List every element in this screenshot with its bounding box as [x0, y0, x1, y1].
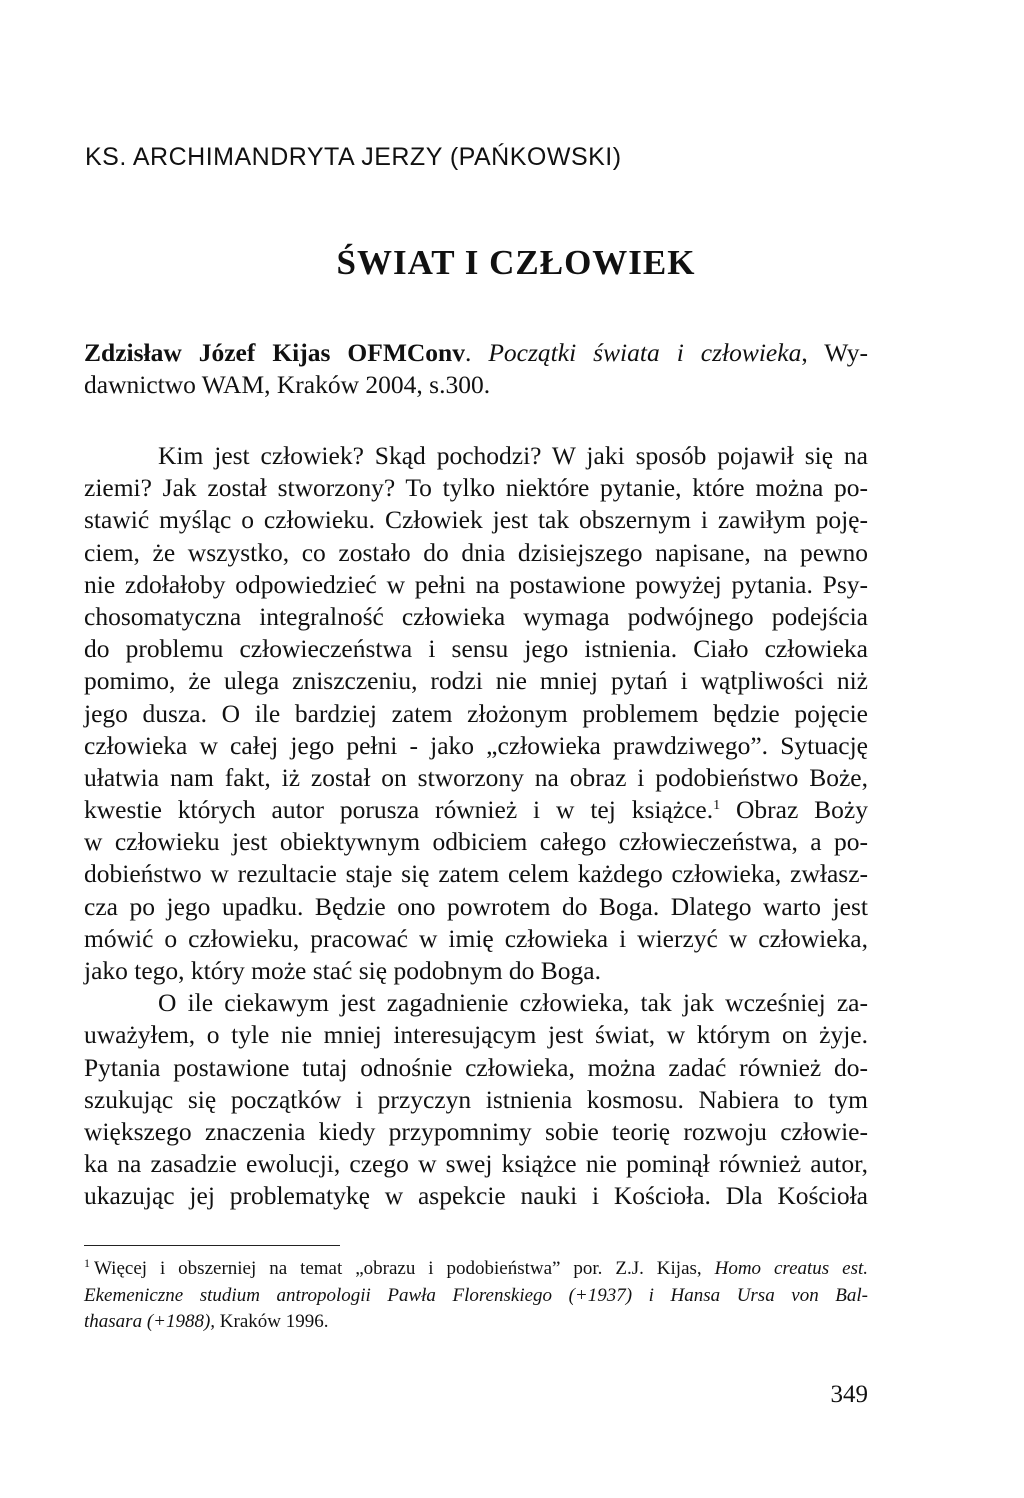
- paragraph-line: jako tego, który może stać się podobnym do Boga.: [84, 956, 601, 985]
- paragraph-line: chosomatyczna integralność człowieka wymaga podwójnego podejścia: [84, 601, 868, 631]
- paragraph-line-with-footnote-ref: [84, 794, 868, 826]
- paragraph-line: do problemu człowieczeństwa i sensu jego istnienia. Ciało człowieka: [84, 634, 868, 664]
- body-text: [84, 440, 868, 1213]
- footnote-book-title: Homo creatus est.: [714, 1258, 868, 1279]
- paragraph-line: szukując się początków i przyczyn istnienia kosmosu. Nabiera to tym: [84, 1084, 868, 1114]
- paragraph-line: większego znaczenia kiedy przypomnimy sobie teorię rozwoju człowie-: [84, 1116, 868, 1146]
- footnote: [84, 1256, 868, 1336]
- paragraph-line: stawić myśląc o człowieku. Człowiek jest tak obszernym i zawiłym poję-: [84, 505, 868, 535]
- paragraph-line: człowieka w całej jego pełni - jako „człowieka prawdziwego”. Sytuację: [84, 730, 868, 760]
- footnote-marker: 1: [84, 1256, 90, 1270]
- footnote-separator: [84, 1245, 340, 1246]
- footnote-publication: Kraków 1996.: [215, 1311, 329, 1332]
- paragraph-line: pomimo, że ulega zniszczeniu, rodzi nie mniej pytań i wątpliwości niż: [84, 666, 868, 696]
- footnote-text: Więcej i obszerniej na temat „obrazu i podobieństwa” por. Z.J. Kijas,: [94, 1258, 715, 1279]
- paragraph-line: uważyłem, o tyle nie mniej interesującym jest świat, w którym on żyje.: [84, 1020, 868, 1050]
- paragraph-line: nie zdołałoby odpowiedzieć w pełni na postawione powyżej pytania. Psy-: [84, 569, 868, 599]
- paragraph-line: ziemi? Jak został stworzony? To tylko niektóre pytanie, które można po-: [84, 473, 868, 503]
- paragraph-line: Pytania postawione tutaj odnośnie człowieka, można zadać również do-: [84, 1052, 868, 1082]
- footnote-line-2: Ekemeniczne studium antropologii Pawła Florenskiego (+1937) i Hansa Ursa von Bal-: [84, 1284, 868, 1306]
- footnote-reference[interactable]: 1: [713, 798, 721, 814]
- bibliography-entry: [84, 337, 868, 401]
- paragraph-line: w człowieku jest obiektywnym odbiciem całego człowieczeństwa, a po-: [84, 827, 868, 857]
- footnote-book-title-end: thasara (+1988),: [84, 1311, 216, 1332]
- paragraph-line: Kim jest człowiek? Skąd pochodzi? W jaki sposób pojawił się na: [158, 441, 868, 470]
- article-author: KS. ARCHIMANDRYTA JERZY (PAŃKOWSKI): [85, 143, 622, 171]
- paragraph-line: ciem, że wszystko, co zostało do dnia dzisiejszego napisane, na pewno: [84, 537, 868, 567]
- article-title: ŚWIAT I CZŁOWIEK: [336, 243, 696, 282]
- bibliography-line-1: [84, 337, 868, 369]
- footnote-line-1: [84, 1256, 868, 1283]
- bibliography-dot: .: [464, 338, 472, 367]
- paragraph-line: dobieństwo w rezultacie staje się zatem celem każdego człowieka, zwłasz-: [84, 859, 868, 889]
- paragraph-line: O ile ciekawym jest zagadnienie człowieka, tak jak wcześniej za-: [158, 988, 868, 1018]
- paragraph-line: ka na zasadzie ewolucji, czego w swej książce nie pominął również autor,: [84, 1149, 868, 1179]
- bibliography-line-2: dawnictwo WAM, Kraków 2004, s.300.: [84, 370, 491, 400]
- reviewed-author: Zdzisław Józef Kijas OFMConv: [84, 338, 465, 367]
- line-text-before-ref: kwestie których autor porusza również i w tej książce.: [84, 795, 714, 825]
- paragraph-line: mówić o człowieku, pracować w imię człowieka i wierzyć w człowieka,: [84, 923, 868, 953]
- paragraph-line: ukazując jej problematykę w aspekcie nauki i Kościoła. Dla Kościoła: [84, 1181, 868, 1211]
- line-text-after-ref: Obraz Boży: [720, 795, 868, 825]
- paragraph-line: ułatwia nam fakt, iż został on stworzony na obraz i podobieństwo Boże,: [84, 762, 868, 792]
- footnote-line-3: [84, 1309, 868, 1336]
- page-number: 349: [830, 1381, 868, 1408]
- reviewed-book-title: Początki świata i człowieka: [488, 338, 802, 367]
- paragraph-line: jego dusza. O ile bardziej zatem złożonym problemem będzie pojęcie: [84, 698, 868, 728]
- bibliography-line1-rest: , Wy-: [801, 338, 868, 367]
- paragraph-line: cza po jego upadku. Będzie ono powrotem do Boga. Dlatego warto jest: [84, 891, 868, 921]
